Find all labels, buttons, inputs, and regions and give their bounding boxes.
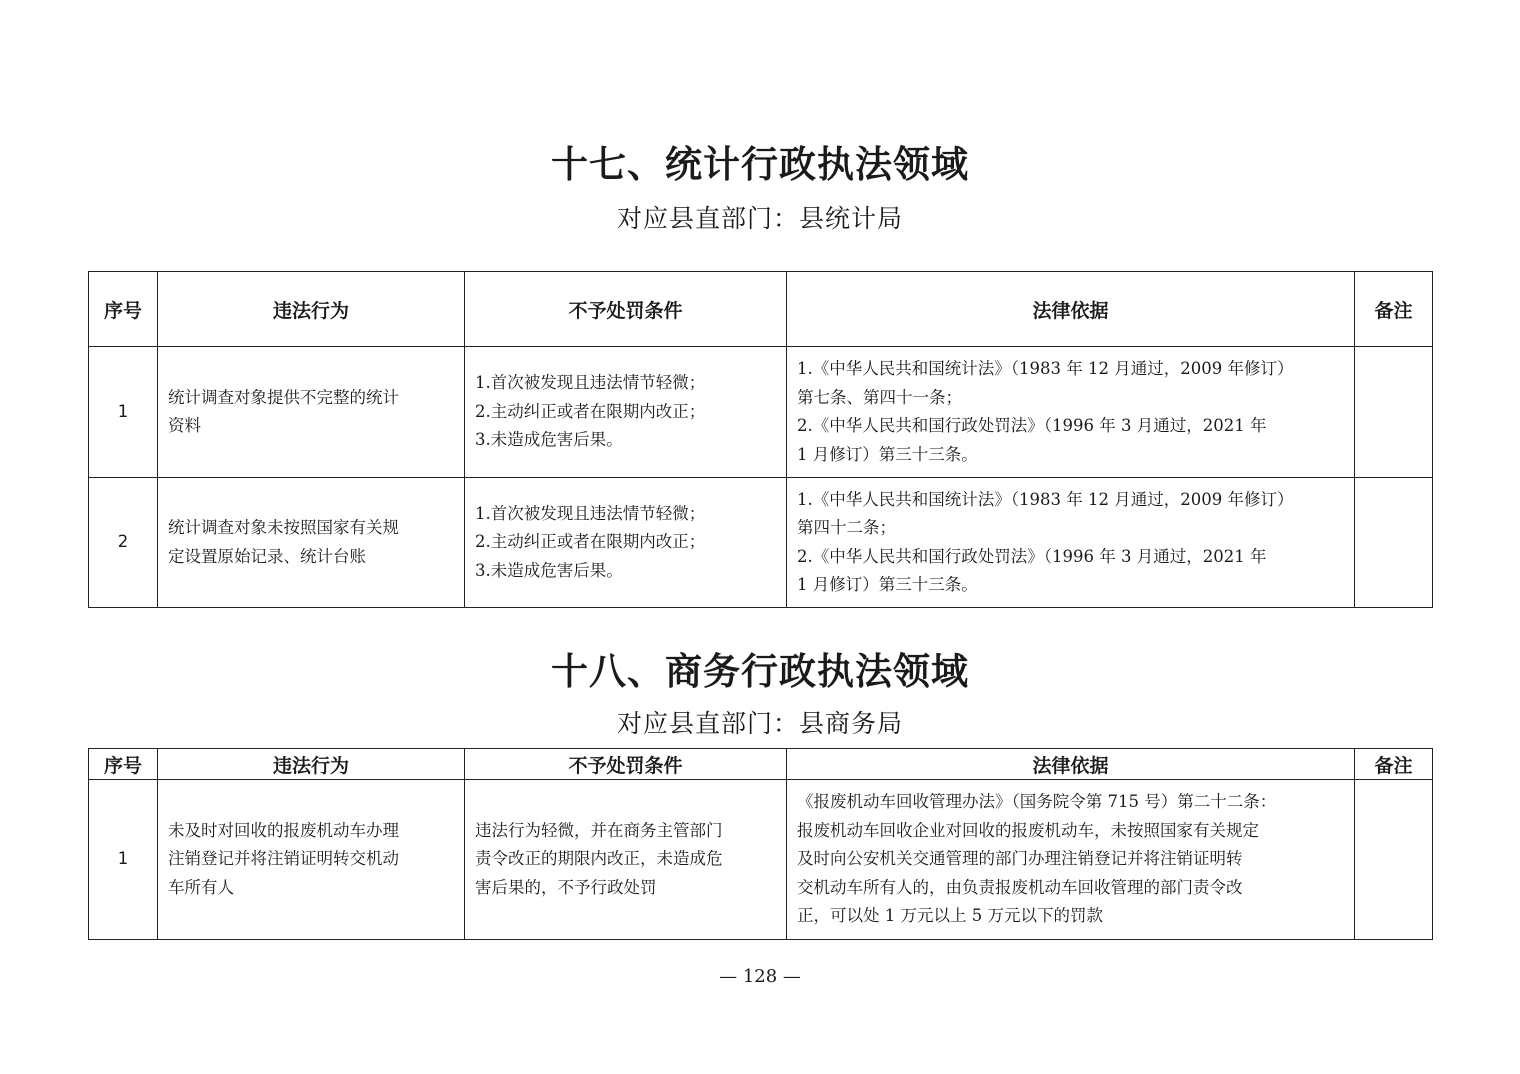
- header-num: 序号: [89, 749, 158, 780]
- header-remarks: 备注: [1355, 272, 1433, 347]
- row-remarks: [1355, 347, 1433, 478]
- table-row: [89, 780, 1433, 940]
- row-violation: 统计调查对象提供不完整的统计 资料: [158, 347, 465, 478]
- row-remarks: [1355, 780, 1433, 940]
- header-legal-basis: 法律依据: [787, 272, 1355, 347]
- row-conditions: 违法行为轻微，并在商务主管部门 责令改正的期限内改正，未造成危 害后果的，不予行政处罚: [465, 780, 787, 940]
- row-num: 1: [89, 347, 158, 478]
- department-line: 对应县直部门：县统计局: [616, 204, 903, 233]
- row-legal-basis: 1.《中华人民共和国统计法》（1983 年 12 月通过，2009 年修订） 第四十二条； 2.《中华人民共和国行政处罚法》（1996 年 3 月通过，2021 年 1 月修订）第三十三条。: [787, 478, 1355, 608]
- row-conditions: 1.首次被发现且违法情节轻微； 2.主动纠正或者在限期内改正； 3.未造成危害后果。: [465, 347, 787, 478]
- statistics-table: [88, 271, 1433, 608]
- header-violation: 违法行为: [158, 272, 465, 347]
- row-num: 1: [89, 780, 158, 940]
- section-title: 十七、统计行政执法领域: [551, 143, 969, 186]
- row-violation: 统计调查对象未按照国家有关规 定设置原始记录、统计台账: [158, 478, 465, 608]
- header-legal-basis: 法律依据: [787, 749, 1355, 780]
- row-remarks: [1355, 478, 1433, 608]
- section-title: 十八、商务行政执法领域: [551, 650, 969, 693]
- table-row: [89, 478, 1433, 608]
- header-num: 序号: [89, 272, 158, 347]
- header-violation: 违法行为: [158, 749, 465, 780]
- row-legal-basis: 《报废机动车回收管理办法》（国务院令第 715 号）第二十二条： 报废机动车回收企业对回收的报废机动车，未按照国家有关规定 及时向公安机关交通管理的部门办理注销登记并将注销证明转 交机动车所有人的，由负责报废机动车回收管理的部门责令改 正，可以处 1 万元以上 5 万元以下的罚款: [787, 780, 1355, 940]
- header-conditions: 不予处罚条件: [465, 749, 787, 780]
- page-number: — 128 —: [719, 966, 801, 987]
- row-conditions: 1.首次被发现且违法情节轻微； 2.主动纠正或者在限期内改正； 3.未造成危害后果。: [465, 478, 787, 608]
- table-header-row: [89, 749, 1433, 780]
- table-header-row: [89, 272, 1433, 347]
- header-remarks: 备注: [1355, 749, 1433, 780]
- row-num: 2: [89, 478, 158, 608]
- row-legal-basis: 1.《中华人民共和国统计法》（1983 年 12 月通过，2009 年修订） 第七条、第四十一条； 2.《中华人民共和国行政处罚法》（1996 年 3 月通过，2021 年 1 月修订）第三十三条。: [787, 347, 1355, 478]
- header-conditions: 不予处罚条件: [465, 272, 787, 347]
- table-row: [89, 347, 1433, 478]
- row-violation: 未及时对回收的报废机动车办理 注销登记并将注销证明转交机动 车所有人: [158, 780, 465, 940]
- commerce-table: [88, 748, 1433, 940]
- department-line: 对应县直部门：县商务局: [616, 709, 903, 738]
